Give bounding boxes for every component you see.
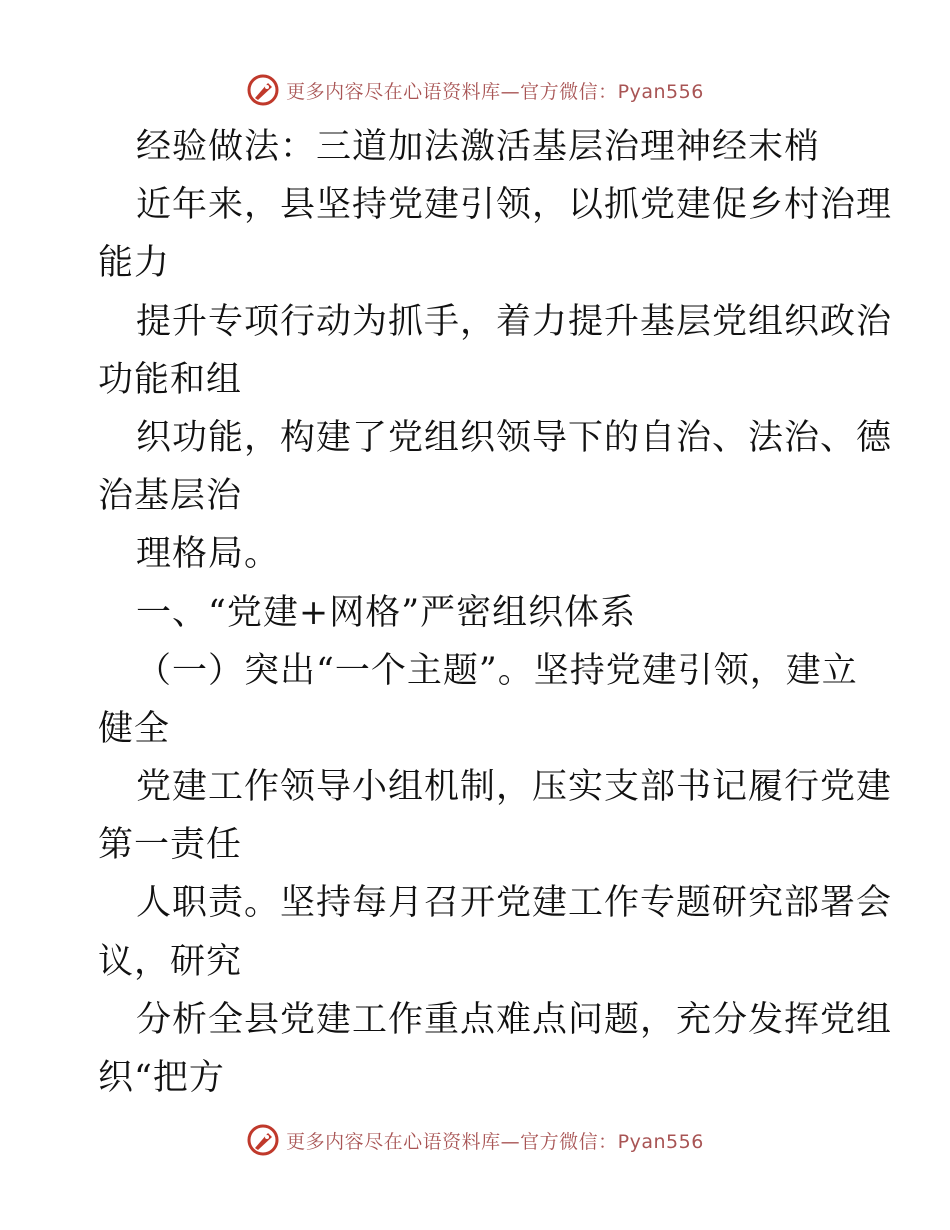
footer-watermark-text: 更多内容尽在心语资料库—官方微信：Pyan556 — [286, 1130, 704, 1153]
section-heading: 一、“党建+网格”严密组织体系 — [136, 592, 637, 633]
pen-nib-logo-icon — [246, 1123, 280, 1157]
footer-watermark — [0, 1120, 950, 1160]
document-title: 经验做法：三道加法激活基层治理神经末梢 — [136, 127, 821, 167]
document-body — [98, 118, 893, 1107]
paragraph-line: 织“把方 — [98, 1058, 225, 1098]
paragraph-line: 议，研究 — [98, 941, 243, 982]
paragraph-line: 理格局。 — [136, 534, 281, 575]
paragraph-line: 近年来，县坚持党建引领，以抓党建促乡村治理 — [136, 185, 893, 226]
paragraph-line: 能力 — [98, 243, 171, 284]
paragraph-line: 党建工作领导小组机制，压实支部书记履行党建 — [136, 767, 893, 808]
paragraph-line: 织功能，构建了党组织领导下的自治、法治、德 — [136, 417, 893, 458]
pen-nib-logo-icon — [246, 73, 280, 107]
header-watermark-text: 更多内容尽在心语资料库—官方微信：Pyan556 — [286, 80, 704, 103]
paragraph-line: 分析全县党建工作重点难点问题，充分发挥党组 — [136, 999, 893, 1040]
paragraph-line: 第一责任 — [98, 825, 243, 866]
subsection-heading-line: （一）突出“一个主题”。坚持党建引领，建立 — [136, 650, 858, 691]
header-watermark — [0, 70, 950, 110]
paragraph-line: 健全 — [98, 708, 171, 749]
paragraph-line: 治基层治 — [98, 476, 243, 517]
paragraph-line: 功能和组 — [98, 359, 243, 400]
paragraph-line: 人职责。坚持每月召开党建工作专题研究部署会 — [136, 883, 893, 924]
paragraph-line: 提升专项行动为抓手，着力提升基层党组织政治 — [136, 301, 893, 342]
